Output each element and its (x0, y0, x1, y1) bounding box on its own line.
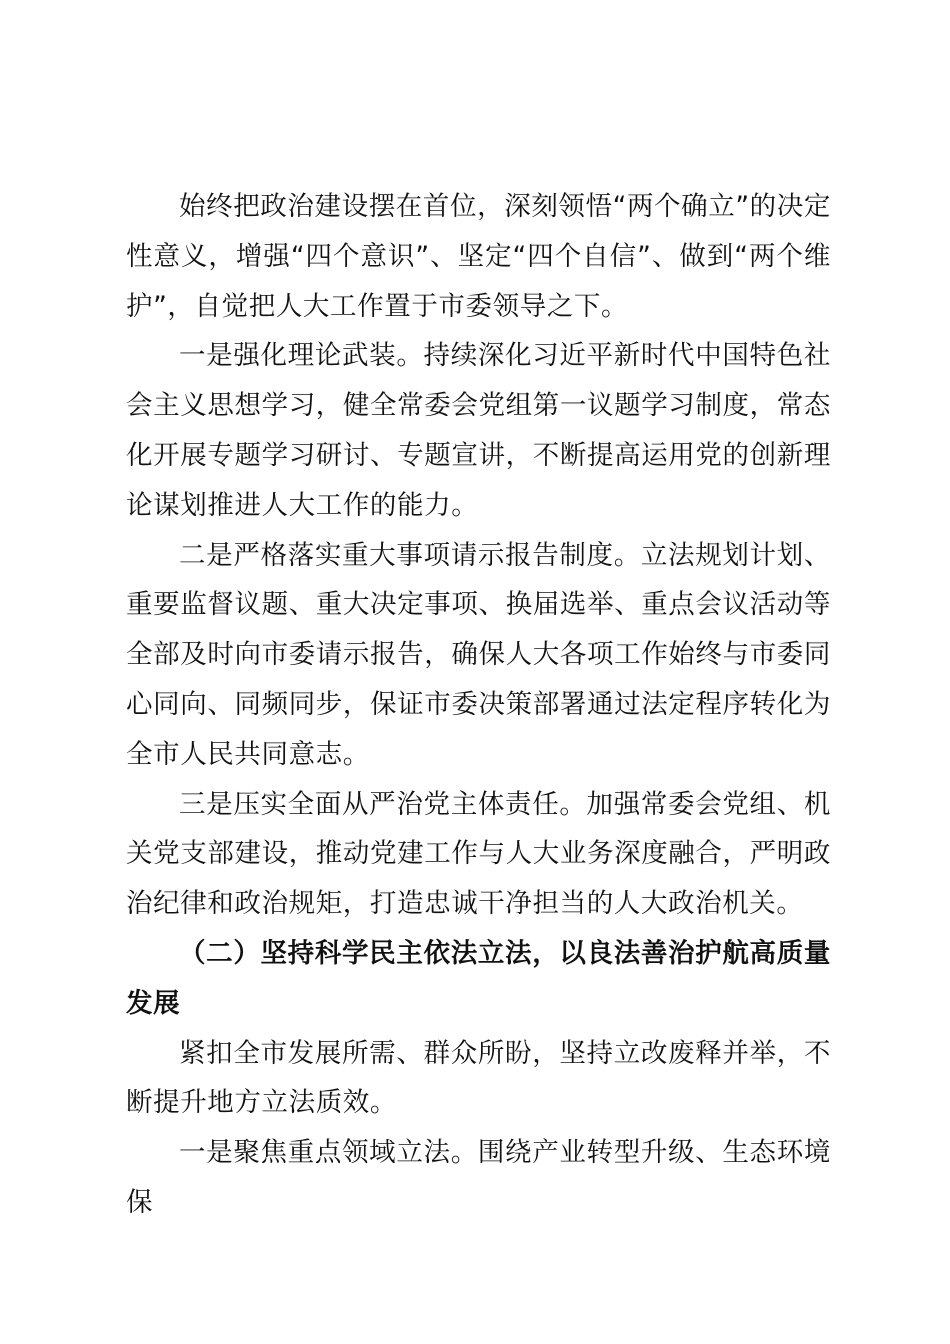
paragraph-political-building: 始终把政治建设摆在首位，深刻领悟“两个确立”的决定性意义，增强“四个意识”、坚定“四个自信”、做到“两个维护”，自觉把人大工作置于市委领导之下。 (126, 191, 831, 322)
paragraph-theory-arming: 一是强化理论武装。持续深化习近平新时代中国特色社会主义思想学习，健全常委会党组第一议题学习制度，常态化开展专题学习研讨、专题宣讲，不断提高运用党的创新理论谋划推进人大工作的能力。 (126, 340, 831, 521)
paragraph-legislation-intro: 紧扣全市发展所需、群众所盼，坚持立改废释并举，不断提升地方立法质效。 (126, 1037, 831, 1119)
document-body (126, 182, 831, 1228)
section-heading-legislation: （二）坚持科学民主依法立法，以良法善治护航高质量发展 (126, 937, 831, 1019)
paragraph-key-area-legislation: 一是聚焦重点领域立法。围绕产业转型升级、生态环境保 (126, 1137, 831, 1218)
paragraph-reporting-system: 二是严格落实重大事项请示报告制度。立法规划计划、重要监督议题、重大决定事项、换届选举、重点会议活动等全部及时向市委请示报告，确保人大各项工作始终与市委同心同向、同频同步，保证市委决策部署通过法定程序转化为全市人民共同意志。 (126, 539, 831, 770)
paragraph-party-governance: 三是压实全面从严治党主体责任。加强常委会党组、机关党支部建设，推动党建工作与人大业务深度融合，严明政治纪律和政治规矩，打造忠诚干净担当的人大政治机关。 (126, 788, 831, 920)
